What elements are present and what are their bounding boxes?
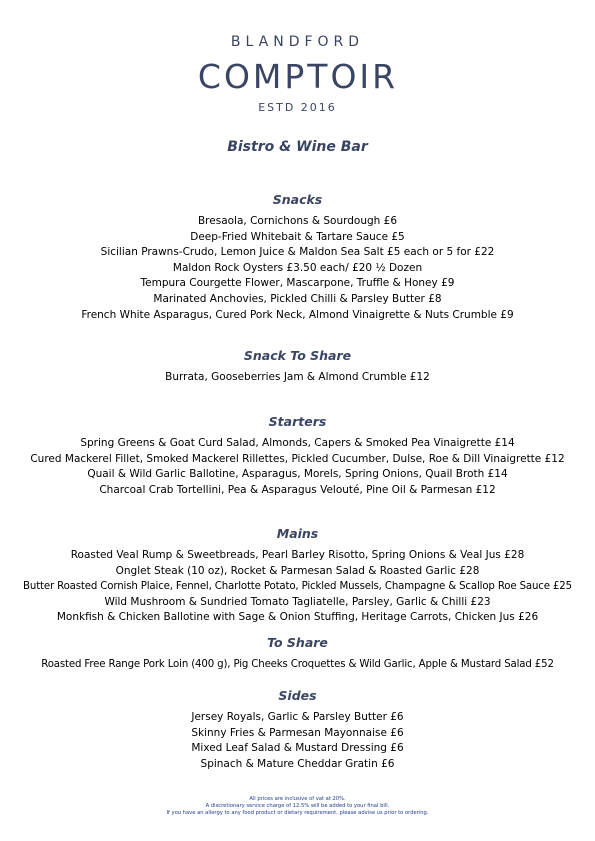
- menu-item: Cured Mackerel Fillet, Smoked Mackerel Rillettes, Pickled Cucumber, Dulse, Roe & Dill Vinaigrette £12: [30, 452, 565, 465]
- menu-item: Jersey Royals, Garlic & Parsley Butter £6: [191, 711, 404, 723]
- section-starters: [0, 414, 595, 498]
- menu-item: Roasted Veal Rump & Sweetbreads, Pearl Barley Risotto, Spring Onions & Veal Jus £28: [70, 549, 525, 561]
- menu-item: Charcoal Crab Tortellini, Pea & Asparagus Velouté, Pine Oil & Parmesan £12: [99, 483, 496, 496]
- menu-item: Mixed Leaf Salad & Mustard Dressing £6: [191, 742, 404, 755]
- section-title: Sides: [278, 688, 317, 703]
- menu-item: Monkfish & Chicken Ballotine with Sage & Onion Stuffing, Heritage Carrots, Chicken Jus £26: [56, 611, 539, 624]
- section-title: Mains: [276, 526, 319, 541]
- section-snack-to-share: [0, 348, 595, 386]
- menu-item: Maldon Rock Oysters £3.50 each/ £20 ½ Dozen: [172, 261, 423, 274]
- menu-item: Skinny Fries & Parmesan Mayonnaise £6: [191, 726, 404, 739]
- menu-item: Deep-Fried Whitebait & Tartare Sauce £5: [190, 230, 405, 243]
- section-sides: [0, 688, 595, 772]
- menu-item: Quail & Wild Garlic Ballotine, Asparagus, Morels, Spring Onions, Quail Broth £14: [87, 468, 508, 481]
- menu-item: Tempura Courgette Flower, Mascarpone, Truffle & Honey £9: [140, 277, 455, 290]
- logo-brand-top: BLANDFORD: [230, 34, 365, 50]
- menu-item: Onglet Steak (10 oz), Rocket & Parmesan Salad & Roasted Garlic £28: [115, 564, 480, 577]
- footer-notes: [0, 796, 595, 817]
- footer-vat-note: All prices are inclusive of vat at 20%.: [249, 796, 346, 802]
- section-title: Snacks: [272, 192, 323, 207]
- section-to-share: [0, 635, 595, 673]
- section-snacks: [0, 192, 595, 323]
- logo-established: ESTD 2016: [258, 101, 337, 114]
- menu-item: Burrata, Gooseberries Jam & Almond Crumble £12: [165, 371, 430, 383]
- menu-item: Butter Roasted Cornish Plaice, Fennel, Charlotte Potato, Pickled Mussels, Champagne & Scallop Roe Sauce £25: [23, 581, 572, 593]
- logo-wordmark: COMPTOIR: [197, 57, 398, 96]
- menu-item: Sicilian Prawns-Crudo, Lemon Juice & Maldon Sea Salt £5 each or 5 for £22: [100, 246, 495, 259]
- menu-item: Spring Greens & Goat Curd Salad, Almonds, Capers & Smoked Pea Vinaigrette £14: [80, 437, 515, 449]
- footer-service-note: A discretionary service charge of 12.5% will be added to your final bill.: [205, 803, 390, 809]
- section-title: Starters: [268, 414, 327, 429]
- menu-item: French White Asparagus, Cured Pork Neck, Almond Vinaigrette & Nuts Crumble £9: [81, 308, 514, 321]
- footer-allergy-note: If you have an allergy to any food product or dietary requirement, please advise us prior to ordering.: [166, 810, 429, 816]
- menu-item: Wild Mushroom & Sundried Tomato Tagliatelle, Parsley, Garlic & Chilli £23: [104, 595, 491, 608]
- menu-item: Marinated Anchovies, Pickled Chilli & Parsley Butter £8: [153, 292, 442, 305]
- section-title: Snack To Share: [243, 348, 352, 363]
- menu-item: Spinach & Mature Cheddar Gratin £6: [200, 757, 395, 770]
- section-mains: [0, 526, 595, 626]
- logo-brand-main: [173, 54, 423, 98]
- page-subtitle: Bistro & Wine Bar: [227, 139, 368, 155]
- restaurant-logo: [0, 34, 595, 114]
- menu-item: Roasted Free Range Pork Loin (400 g), Pig Cheeks Croquettes & Wild Garlic, Apple & Mustard Salad £52: [41, 659, 554, 670]
- menu-item: Bresaola, Cornichons & Sourdough £6: [197, 215, 398, 227]
- section-title: To Share: [267, 635, 328, 650]
